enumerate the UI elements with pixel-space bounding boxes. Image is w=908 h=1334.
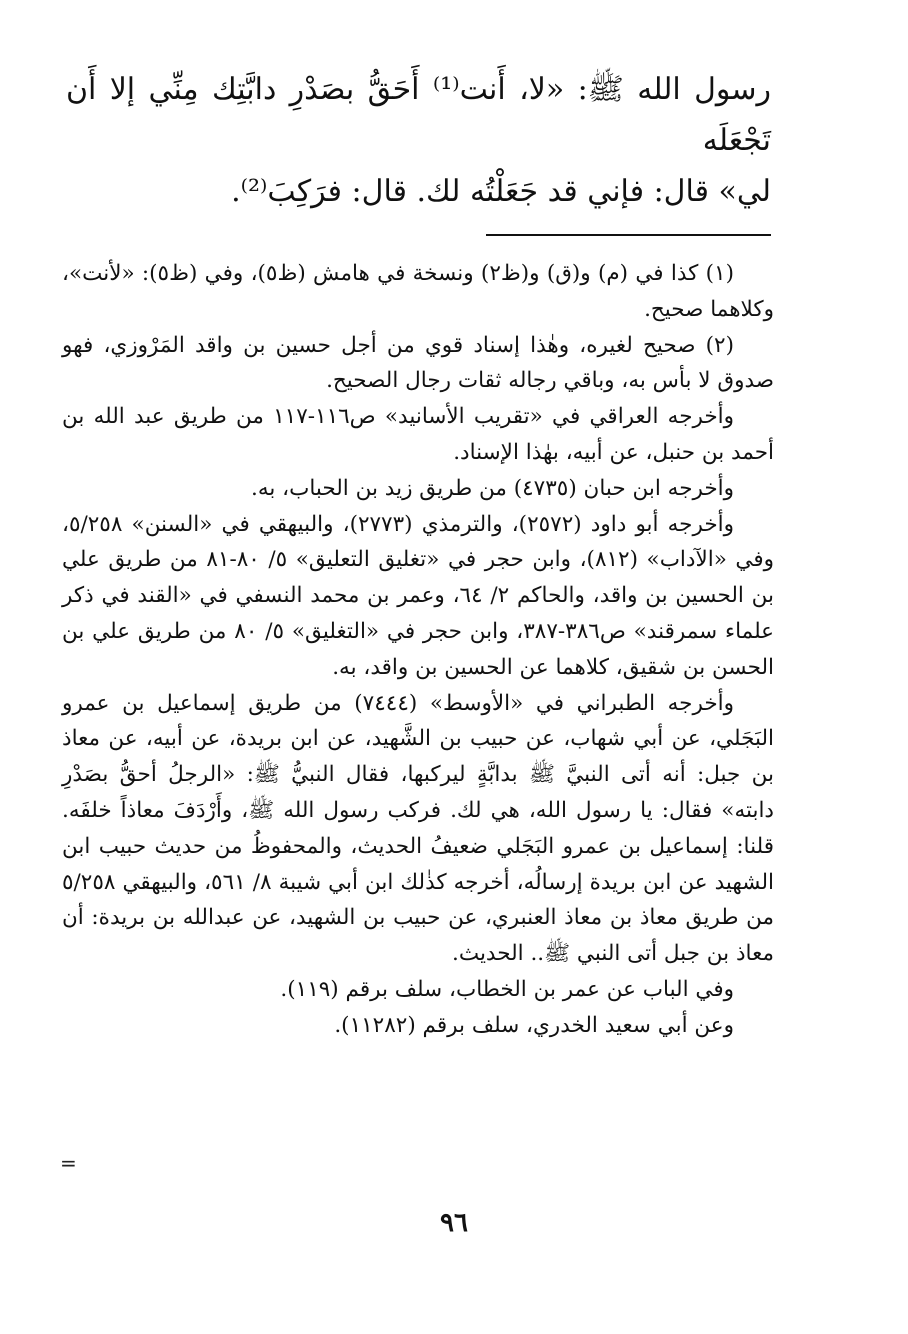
footnote-1: (١) كذا في (م) و(ق) و(ظ٢) ونسخة في هامش (ظ٥)، وفي (ظ٥): «لأنت»، وكلاهما صحيح.: [62, 261, 774, 322]
page-number: ٩٦: [440, 1208, 468, 1238]
footnote-paragraph: وأخرجه ابن حبان (٤٧٣٥) من طريق زيد بن الحباب، به.: [250, 475, 734, 501]
continuation-mark: =: [60, 1151, 77, 1175]
footnote-paragraph: وأخرجه العراقي في «تقريب الأسانيد» ص١١٦-١١٧ من طريق عبد الله بن أحمد بن حنبل، عن أبيه، بهٰذا الإسناد.: [62, 404, 774, 465]
footnote-paragraph: وفي الباب عن عمر بن الخطاب، سلف برقم (١١٩).: [280, 976, 734, 1002]
main-text-line: لي» قال: فإني قد جَعَلْتُه لك. قال: فرَكِبَ⁽²⁾.: [231, 174, 771, 209]
footnote-paragraph: وأخرجه أبو داود (٢٥٧٢)، والترمذي (٢٧٧٣)، والبيهقي في «السنن» ٥/٢٥٨، وفي «الآداب» (٨١٢)، وابن حجر في «تغليق التعليق» ٥/ ٨٠-٨١ من طريق علي بن الحسين بن واقد، والحاكم ٢/ ٦٤، وعمر بن محمد النسفي في «القند في ذكر علماء سمرقند» ص٣٨٦-٣٨٧، وابن حجر في «التغليق» ٥/ ٨٠ من طريق علي بن الحسن بن شقيق، كلاهما عن الحسين بن واقد، به.: [62, 511, 775, 680]
footnote-separator: [486, 234, 771, 236]
main-text-line: رسول الله ﷺ: «لا، أَنت⁽¹⁾ أَحَقُّ بصَدْرِ دابَّتِك مِنِّي إلا أَن تَجْعَلَه: [66, 72, 771, 158]
footnotes-block: [62, 256, 774, 1044]
footnote-2: (٢) صحيح لغيره، وهٰذا إسناد قوي من أجل حسين بن واقد المَرْوزي، فهو صدوق لا بأس به، وباقي رجاله ثقات رجال الصحيح.: [62, 332, 774, 394]
main-text-block: [66, 64, 771, 217]
footnote-paragraph: وعن أبي سعيد الخدري، سلف برقم (١١٢٨٢).: [334, 1012, 734, 1038]
footnote-paragraph: وأخرجه الطبراني في «الأوسط» (٧٤٤٤) من طريق إسماعيل بن عمرو البَجَلي، عن أبي شهاب، عن حبيب بن الشَّهيد، عن ابن بريدة، عن أبيه، عن معاذ بن جبل: أنه أتى النبيَّ ﷺ بدابَّةٍ ليركبها، فقال النبيُّ ﷺ: «الرجلُ أحقُّ بصَدْرِ دابته» فقال: يا رسول الله، هي لك. فركب رسول الله ﷺ، وأَرْدَفَ معاذاً خلفَه. قلنا: إسماعيل بن عمرو البَجَلي ضعيفُ الحديث، والمحفوظُ من حديث حبيب ابن الشهيد عن ابن بريدة إرسالُه، أخرجه كذٰلك ابن أبي شيبة ٨/ ٥٦١، والبيهقي ٥/٢٥٨ من طريق معاذ بن معاذ العنبري، عن حبيب بن الشهيد، عن عبدالله بن بريدة: أن معاذ بن جبل أتى النبي ﷺ.. الحديث.: [62, 690, 774, 967]
